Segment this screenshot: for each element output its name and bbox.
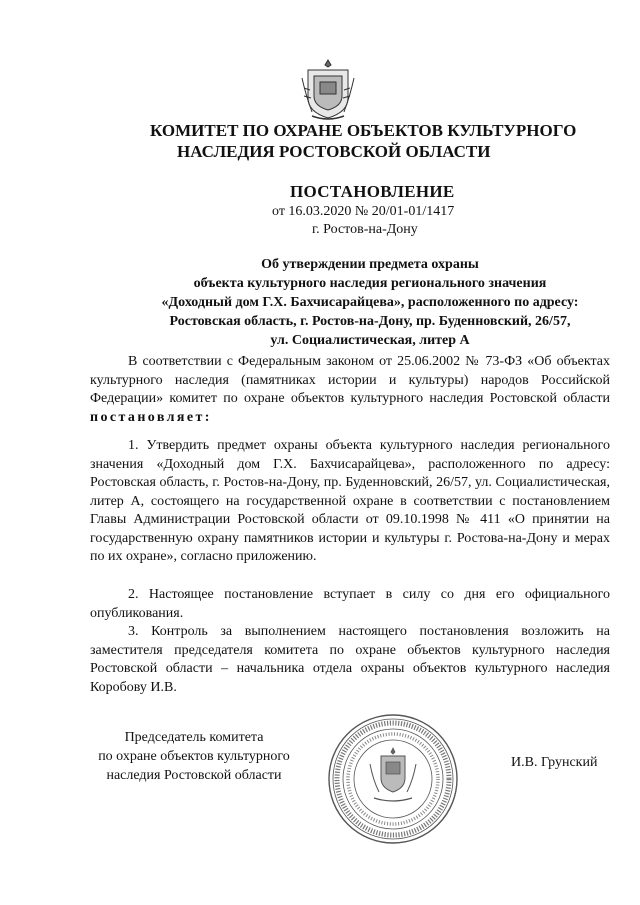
signatory-position-line-1: Председатель комитета xyxy=(124,730,264,745)
signatory-position xyxy=(88,728,300,785)
preamble-resolves: постановляет: xyxy=(90,409,212,425)
document-date-number: от 16.03.2020 № 20/01-01/1417 xyxy=(272,204,455,219)
coat-of-arms-icon xyxy=(300,58,356,122)
document-title: ПОСТАНОВЛЕНИЕ xyxy=(290,182,455,201)
subject-line-5: ул. Социалистическая, литер А xyxy=(270,333,470,348)
subject-line-2: объекта культурного наследия регионального значения xyxy=(193,276,547,291)
official-seal-icon xyxy=(326,712,460,846)
subject-line-1: Об утверждении предмета охраны xyxy=(261,257,479,272)
subject-line-3: «Доходный дом Г.Х. Бахчисарайцева», расположенного по адресу: xyxy=(161,295,579,310)
document-city: г. Ростов-на-Дону xyxy=(312,222,418,237)
subject-line-4: Ростовская область, г. Ростов-на-Дону, пр. Буденновский, 26/57, xyxy=(169,314,571,329)
signatory-name: И.В. Грунский xyxy=(511,755,598,770)
item-2-paragraph: 2. Настоящее постановление вступает в силу со дня его официального опубликования. xyxy=(90,587,610,621)
item-3-paragraph: 3. Контроль за выполнением настоящего постановления возложить на заместителя председателя комитета по охране объектов культурного наследия Ростовской области – начальника отдела охраны объектов культурного наследия Коробову И.В. xyxy=(90,624,610,695)
preamble-paragraph xyxy=(90,353,610,427)
signatory-position-line-3: наследия Ростовской области xyxy=(106,768,282,783)
item-1-paragraph: 1. Утвердить предмет охраны объекта культурного наследия регионального значения «Доходный дом Г.Х. Бахчисарайцева», расположенного по адресу: Ростовская область, г. Ростов-на-Дону, пр. Буденновский, 26/57, ул. Социалистическая, литер А, состоящего на государственной охране в соответствии с постановлением Главы Администрации Ростовской области от 09.10.1998 № 411 «О принятии на государственную охрану памятников истории и культуры г. Ростова-на-Дону и мерах по их охране», согласно приложению. xyxy=(90,438,610,564)
signatory-position-line-2: по охране объектов культурного xyxy=(98,749,290,764)
document-subject xyxy=(140,255,600,350)
preamble-text: В соответствии с Федеральным законом от 25.06.2002 № 73-ФЗ «Об объектах культурного наследия (памятниках истории и культуры) народов Российской Федерации» комитет по охране объектов культурного наследия Ростовской области xyxy=(90,354,610,406)
organization-name-line-1: КОМИТЕТ ПО ОХРАНЕ ОБЪЕКТОВ КУЛЬТУРНОГО xyxy=(150,121,577,140)
organization-name xyxy=(150,120,590,162)
organization-name-line-2: НАСЛЕДИЯ РОСТОВСКОЙ ОБЛАСТИ xyxy=(177,142,491,161)
